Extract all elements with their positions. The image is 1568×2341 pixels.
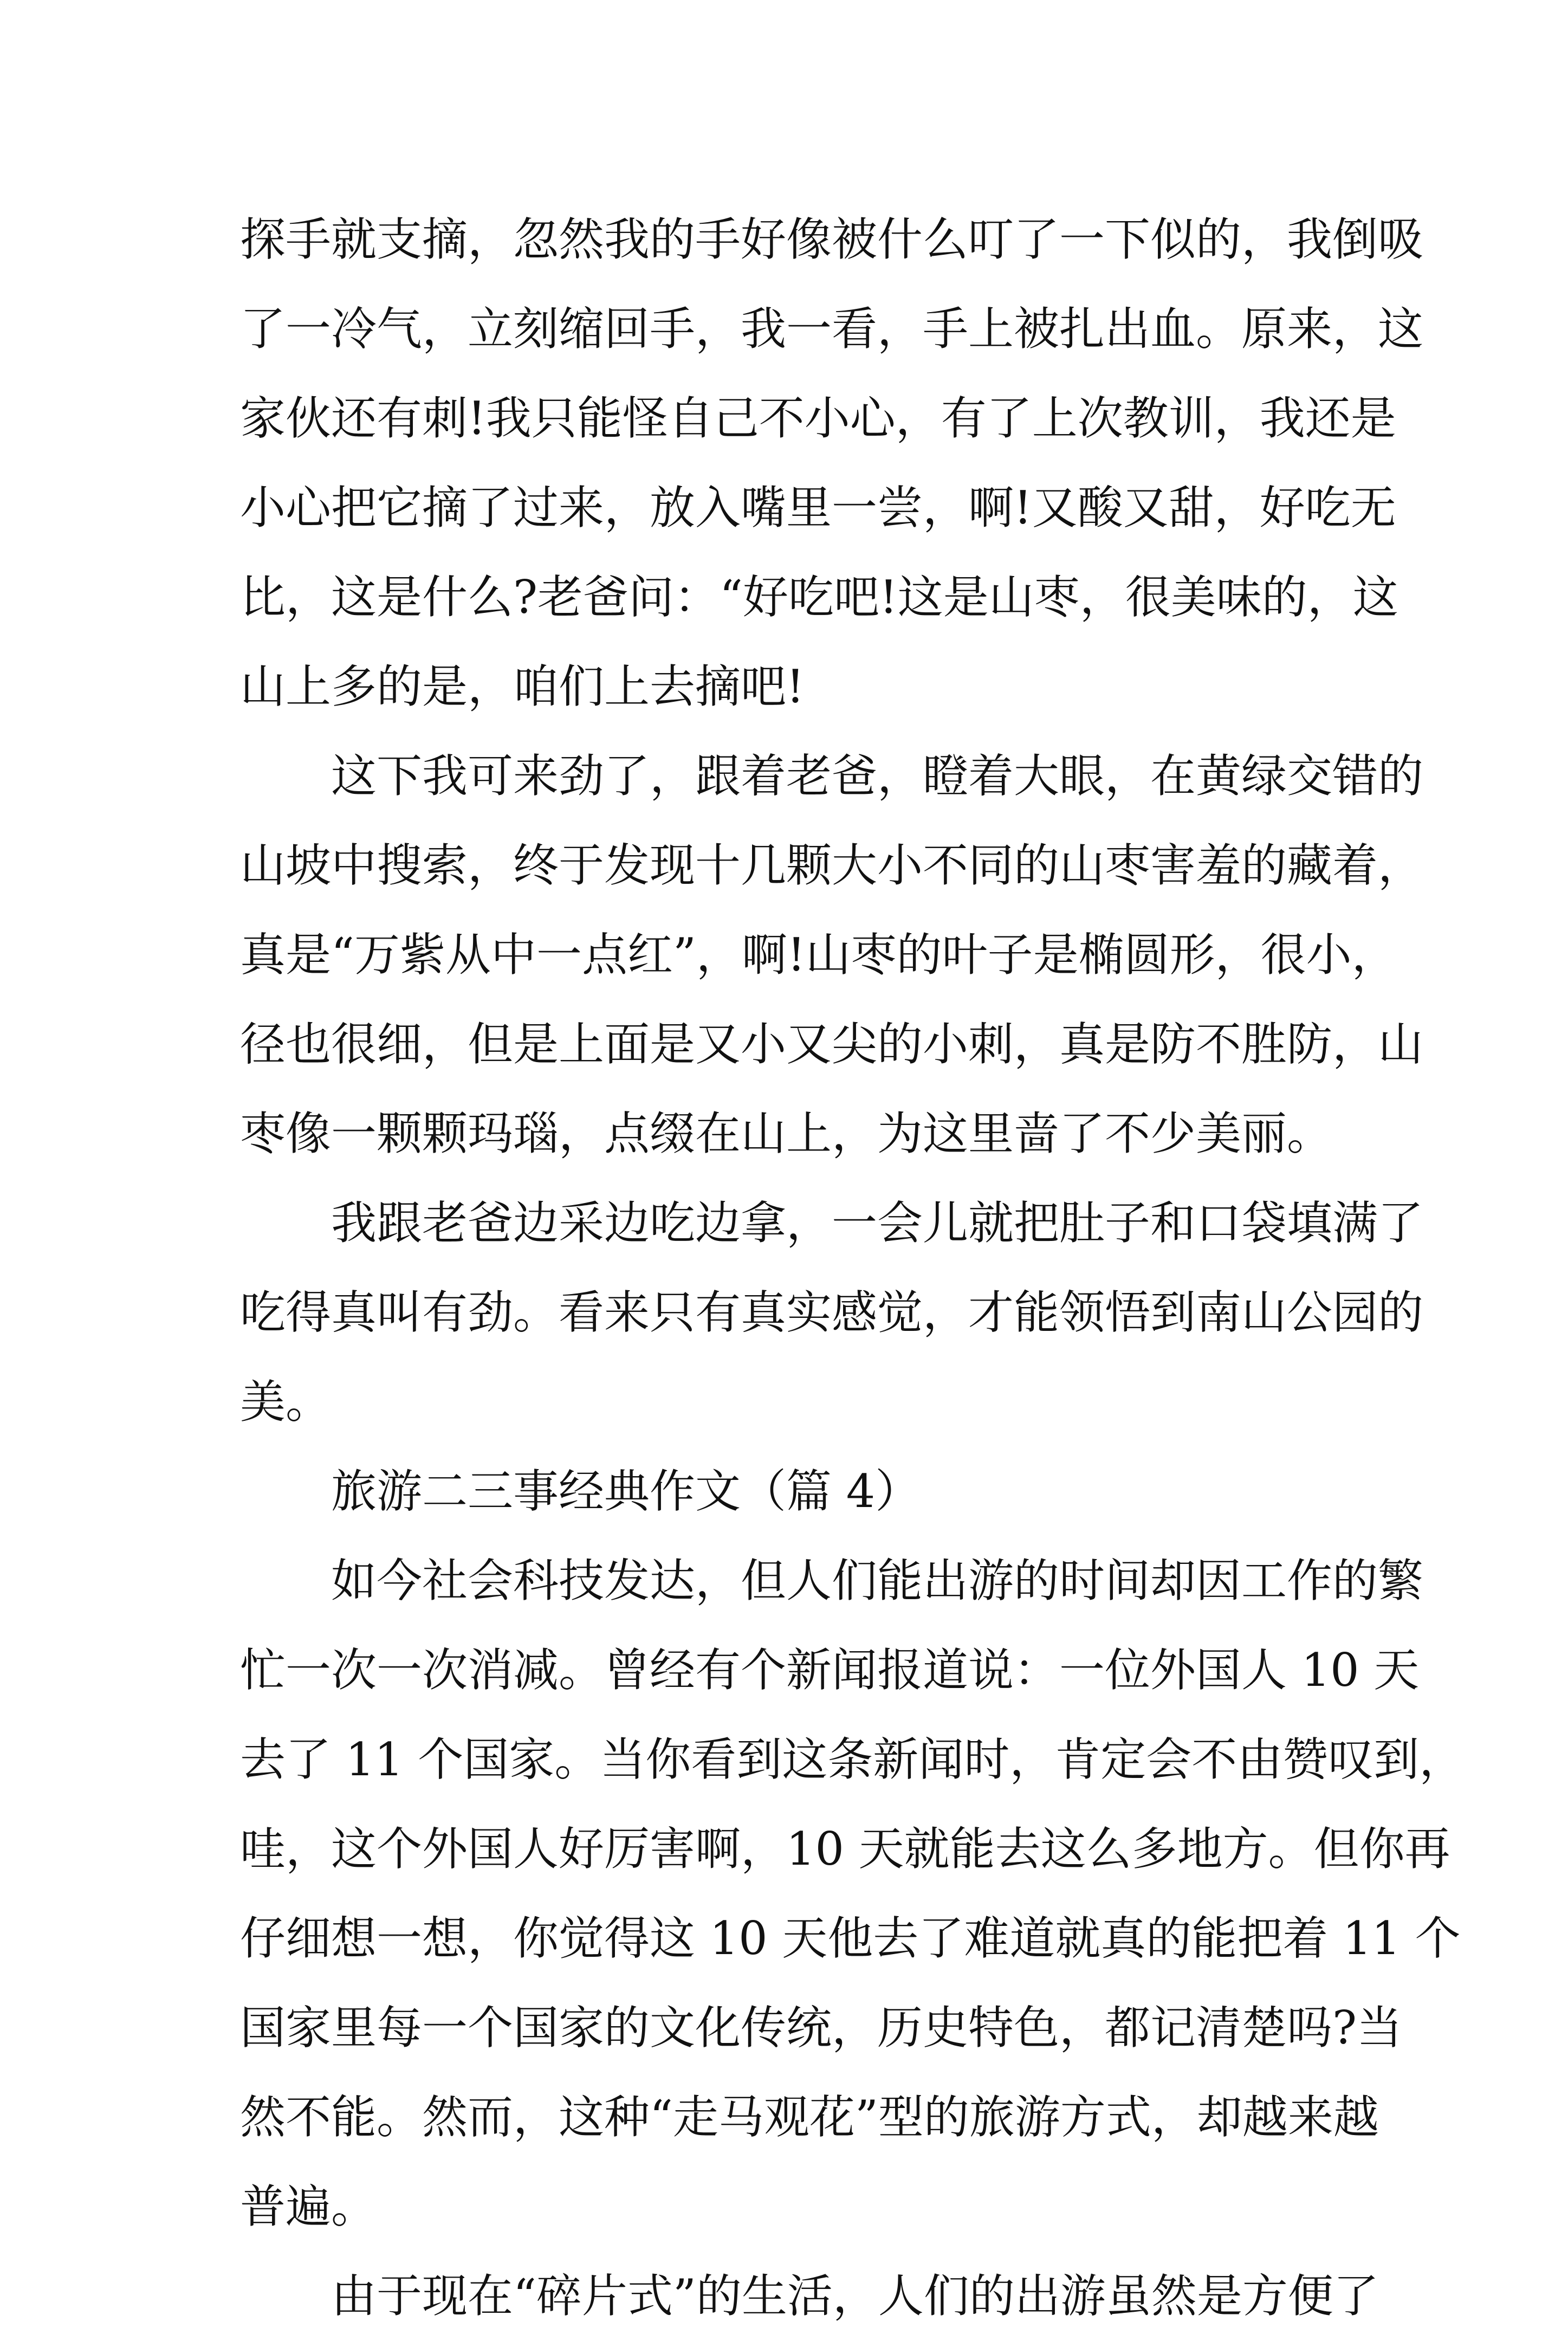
text-line-2: 了一冷气，立刻缩回手，我一看，手上被扎出血。原来，这: [240, 302, 1424, 355]
text-line-16: 如今社会科技发达，但人们能出游的时间却因工作的繁: [331, 1554, 1424, 1607]
text-line-6: 山上多的是，咱们上去摘吧!: [240, 660, 805, 713]
text-line-24: 由于现在“碎片式”的生活，人们的出游虽然是方便了: [331, 2269, 1379, 2323]
text-line-19: 哇，这个外国人好厉害啊，10 天就能去这么多地方。但你再: [240, 1822, 1450, 1876]
text-line-12: 我跟老爸边采边吃边拿，一会儿就把肚子和口袋填满了: [331, 1197, 1424, 1250]
text-line-18: 去了 11 个国家。当你看到这条新闻时，肯定会不由赞叹到，: [240, 1733, 1465, 1786]
text-line-3: 家伙还有刺!我只能怪自己不小心，有了上次教训，我还是: [240, 392, 1396, 445]
text-line-4: 小心把它摘了过来，放入嘴里一尝，啊!又酸又甜，好吃无: [240, 481, 1396, 534]
text-line-1: 探手就支摘，忽然我的手好像被什么叮了一下似的，我倒吸: [240, 213, 1424, 266]
text-line-23: 普遍。: [240, 2180, 377, 2233]
text-line-8: 山坡中搜索，终于发现十几颗大小不同的山枣害羞的藏着，: [240, 839, 1424, 892]
text-line-21: 国家里每一个国家的文化传统，历史特色，都记清楚吗?当: [240, 2001, 1403, 2054]
text-line-7: 这下我可来劲了，跟着老爸，瞪着大眼，在黄绿交错的: [331, 749, 1424, 803]
text-line-11: 枣像一颗颗玛瑙，点缀在山上，为这里啬了不少美丽。: [240, 1107, 1333, 1160]
text-line-17: 忙一次一次消减。曾经有个新闻报道说：一位外国人 10 天: [240, 1644, 1420, 1697]
text-line-20: 仔细想一想，你觉得这 10 天他去了难道就真的能把着 11 个: [240, 1912, 1461, 1965]
section-heading: 旅游二三事经典作文（篇 4）: [331, 1465, 921, 1518]
text-line-13: 吃得真叫有劲。看来只有真实感觉，才能领悟到南山公园的: [240, 1286, 1424, 1339]
document-body: [240, 195, 1465, 2341]
text-line-10: 径也很细，但是上面是又小又尖的小刺，真是防不胜防，山: [240, 1018, 1424, 1071]
text-line-14: 美。: [240, 1375, 332, 1428]
text-line-22: 然不能。然而，这种“走马观花”型的旅游方式，却越来越: [240, 2091, 1379, 2144]
text-line-9: 真是“万紫从中一点红”，啊!山枣的叶子是椭圆形，很小，: [240, 928, 1397, 981]
text-line-5: 比，这是什么?老爸问：“好吃吧!这是山枣，很美味的，这: [240, 571, 1398, 624]
